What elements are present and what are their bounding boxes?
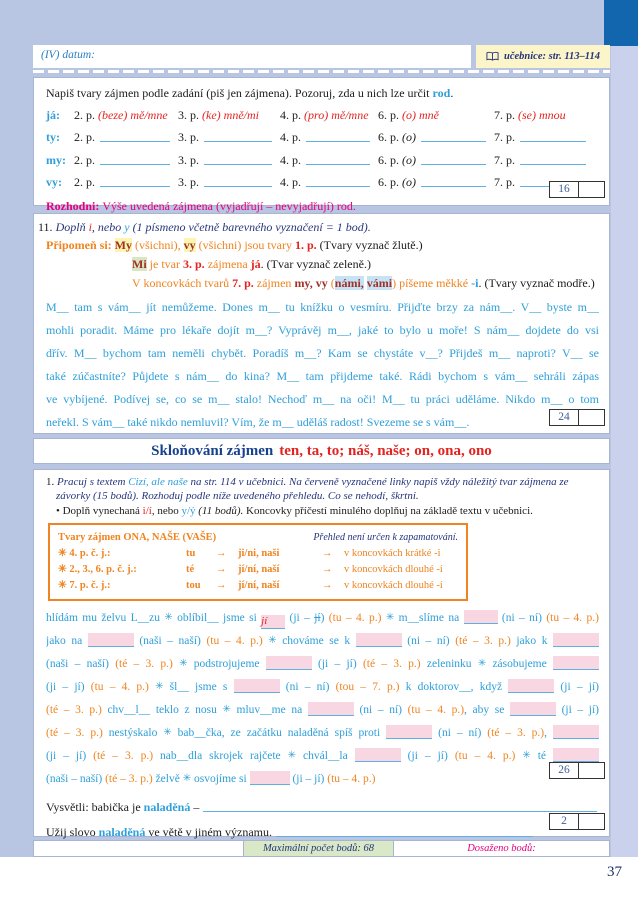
pronoun-row xyxy=(46,148,599,171)
answer-blank[interactable] xyxy=(510,702,556,716)
text-segment: , xyxy=(544,727,553,739)
text-line xyxy=(46,652,599,675)
case-label: 7. p. xyxy=(494,107,515,122)
ending-note: v koncovkách krátké -i xyxy=(344,548,441,559)
score-box-ex1b xyxy=(549,813,605,830)
case-cell xyxy=(280,153,378,168)
case-label: 4. p. xyxy=(280,130,301,144)
star-separator-icon: ✳ xyxy=(179,658,188,669)
text-line xyxy=(46,629,599,652)
text-segment: ve větě v jiném významu. xyxy=(145,825,272,839)
preposition: (o) xyxy=(402,130,419,144)
text-segment: . (Tvary vyznač modře.) xyxy=(478,276,595,290)
score-box-ex11 xyxy=(549,409,605,426)
text-segment: (ji – jí) xyxy=(400,750,455,762)
text-segment: Vysvětli: babička je xyxy=(46,800,144,814)
text-segment: My xyxy=(114,238,132,252)
text-segment: (všichni) jsou tvary xyxy=(195,238,295,252)
write-line[interactable] xyxy=(520,140,586,142)
vysvetli-line xyxy=(46,793,599,815)
exercise-11-title xyxy=(38,219,599,236)
write-line[interactable] xyxy=(306,185,370,187)
case-cell xyxy=(178,175,280,190)
text-segment: té xyxy=(530,750,553,762)
case-label: 2. p. xyxy=(74,175,95,189)
case-cell xyxy=(378,108,494,123)
star-separator-icon: ✳ xyxy=(155,681,164,692)
text-segment: jako k xyxy=(516,635,554,647)
text-segment: podstrojujeme xyxy=(187,658,266,670)
text-line xyxy=(46,255,599,274)
text-segment: (tu – 4. p.) xyxy=(327,773,376,785)
arrow-icon: → xyxy=(322,580,333,591)
text-segment: . (Tvar vyznač zeleně.) xyxy=(260,257,371,271)
answer-blank[interactable] xyxy=(88,633,134,647)
pronoun-forms: ji/ni, naši xyxy=(238,548,280,559)
text-segment: na str. 114 v učebnici. Na červeně vyznačené linky napiš vždy náležitý tvar zájmena ze závorky (15 bodů). Rozhoduj podle níže uvedeného přehledu. Co se nehodí, škrtni. xyxy=(56,476,569,502)
write-line[interactable] xyxy=(204,140,272,142)
text-line xyxy=(46,698,599,721)
case-cell xyxy=(494,153,594,168)
pronoun-forms: jí/ní, naší xyxy=(238,580,280,591)
case-label: 6. p. xyxy=(378,175,399,189)
text-segment: chv__l__ teklo z nosu xyxy=(107,704,223,716)
pronoun-label: vy: xyxy=(46,175,62,189)
text-segment: (tu – 4. p.) xyxy=(546,612,599,624)
answer-blank[interactable] xyxy=(553,633,599,647)
text-line: dřív. M__ bychom tam neměli chybět. Poradíš m__? Kam se chystáte v__? Přijdeš m__ naproti? V__ se xyxy=(46,346,599,360)
answer-blank[interactable] xyxy=(308,702,354,716)
case-cell xyxy=(378,130,494,145)
text-segment: 1. p. xyxy=(294,238,317,252)
case-cell xyxy=(494,108,594,123)
demonstrative-form: tu xyxy=(186,548,196,559)
case-cell xyxy=(178,153,280,168)
case-label: 3. p. xyxy=(178,107,199,122)
pronoun-label: já: xyxy=(46,107,60,122)
section-title-blue: Skloňování zájmen xyxy=(151,442,274,459)
text-segment: bab__čka, ze začátku naladěná spíš proti xyxy=(171,727,387,739)
text-segment: Rozhodni: xyxy=(46,199,103,213)
answer-blank-filled[interactable]: jí xyxy=(261,615,285,629)
star-separator-icon: ✳ xyxy=(222,704,231,715)
text-segment: želvě xyxy=(155,773,183,785)
text-segment: , nebo xyxy=(91,220,125,234)
right-margin-band xyxy=(611,46,638,857)
text-segment: 7. p. xyxy=(232,276,254,290)
answer-blank[interactable] xyxy=(464,610,498,624)
text-segment: naladěná xyxy=(143,800,191,814)
score-max: 24 xyxy=(549,409,579,426)
text-segment: -i xyxy=(471,276,479,290)
footer-empty-cell xyxy=(34,841,244,856)
text-line: také zúčastníte? Půjdete s nám__ do kina? M__ tam přijdeme také. Rádi bychom s vám__ sehráli zápas xyxy=(46,369,599,383)
case-label: 3. p. xyxy=(178,130,199,144)
book-icon xyxy=(486,51,499,62)
exercise-1-box xyxy=(33,469,610,837)
vysvetli-label xyxy=(46,800,199,815)
text-segment: (ji – jí) xyxy=(46,750,94,762)
demonstrative-form: té xyxy=(186,564,195,575)
case-cell xyxy=(378,153,494,168)
pronoun-row xyxy=(46,171,599,194)
score-earned[interactable] xyxy=(578,762,605,779)
uzij-line xyxy=(46,818,599,840)
text-segment: (ji – jí) xyxy=(289,773,328,785)
text-segment: (té – 3. p.) xyxy=(487,727,545,739)
text-line: ve vybíjené. Podívej se, co se m__ stalo! Nechoď m__ na oči! M__ tu práci uděláme. Nikdo m__ o tom xyxy=(46,392,599,406)
star-separator-icon: ✳ xyxy=(385,612,395,623)
pronoun-label: my: xyxy=(46,152,66,167)
text-segment: (ji – jí) xyxy=(311,658,363,670)
score-max: 16 xyxy=(549,181,579,198)
text-line: M__ tam s vám__ jít nemůžeme. Dones m__ tu knížku o vesmíru. Přijďte brzy za nám__. V__ byste m__ xyxy=(46,300,599,314)
case-cell xyxy=(178,130,280,145)
text-segment: 11. xyxy=(38,220,56,234)
struck-option: jí xyxy=(314,612,321,624)
text-segment: ( xyxy=(327,276,335,290)
case-label: 6. p. xyxy=(378,130,399,144)
text-segment: hlídám mu želvu L__zu xyxy=(46,612,165,624)
case-label: 3. p. xyxy=(178,152,199,167)
text-segment: (té – 3. p.) xyxy=(362,658,427,670)
star-separator-icon: ✳ xyxy=(164,612,173,623)
text-segment: šl__ jsme s xyxy=(163,681,234,693)
star-separator-icon: ✳ xyxy=(163,727,172,738)
answer-blank[interactable] xyxy=(508,679,554,693)
case-label: 4. p. xyxy=(280,175,301,189)
text-segment: chvál__la xyxy=(296,750,355,762)
write-line[interactable] xyxy=(203,810,597,812)
answer-blank[interactable] xyxy=(356,633,402,647)
text-segment: i xyxy=(88,220,92,234)
text-segment: (tu – 4. p.) xyxy=(407,704,465,716)
write-line[interactable] xyxy=(421,140,486,142)
answer-text: mnou xyxy=(539,107,566,122)
text-line xyxy=(46,606,599,629)
text-segment: (tou – 7. p.) xyxy=(335,681,406,693)
write-line[interactable] xyxy=(520,163,586,165)
answer-blank[interactable] xyxy=(386,725,432,739)
uzij-label xyxy=(46,825,272,840)
text-segment: , nebo xyxy=(151,505,182,517)
dashed-separator xyxy=(33,70,610,73)
text-segment: Mi xyxy=(132,257,147,271)
case-cell xyxy=(74,108,178,123)
case-cell xyxy=(178,108,280,123)
text-segment: (ni – ní) xyxy=(353,704,408,716)
case-label: 7. p. xyxy=(494,175,515,189)
text-segment: osvojíme si xyxy=(191,773,250,785)
write-line[interactable] xyxy=(421,185,486,187)
text-segment: 1. xyxy=(46,476,57,488)
corner-accent xyxy=(604,0,638,46)
text-segment: y xyxy=(124,220,130,234)
text-segment: Napiš tvary zájmen podle zadání (piš jen zájmena). Pozoruj, zda u nich lze určit xyxy=(46,86,433,100)
text-segment: Koncovky příčestí minulého doplňuj na základě textu v učebnici. xyxy=(243,505,533,517)
text-line xyxy=(46,274,599,293)
text-segment: (té – 3. p.) xyxy=(46,727,109,739)
text-segment: y/ý xyxy=(181,505,199,517)
text-segment: (naši – naší) xyxy=(133,635,207,647)
text-segment: . xyxy=(450,86,454,100)
score-box-ex1 xyxy=(549,762,605,779)
text-segment: zájmena xyxy=(204,257,251,271)
answer-blank[interactable] xyxy=(553,725,599,739)
preposition: (beze) xyxy=(98,107,131,122)
text-line xyxy=(46,744,599,767)
answer-blank[interactable] xyxy=(355,748,401,762)
answer-text: mně xyxy=(419,107,439,122)
text-segment: Připomeň si: xyxy=(46,238,115,252)
case-label: ✳ 4. p. č. j.: xyxy=(58,548,111,559)
pronoun-forms: jí/ní, naší xyxy=(238,564,280,575)
text-segment: (ji – xyxy=(285,612,315,624)
preposition: (ke) xyxy=(202,107,224,122)
text-segment: (1 písmeno včetně barevného vyznačení = 1 bod). xyxy=(129,220,371,234)
pronoun-row xyxy=(46,103,599,126)
answer-text: mě/mne xyxy=(130,107,168,122)
text-segment: (ji – jí) xyxy=(46,681,91,693)
text-segment: (ni – ní) xyxy=(401,635,456,647)
declension-row xyxy=(58,546,458,562)
write-line[interactable] xyxy=(100,163,170,165)
write-line[interactable] xyxy=(100,140,170,142)
score-box-ex10 xyxy=(549,181,605,198)
text-segment: (11 bodů). xyxy=(198,505,244,517)
text-segment: (té – 3. p.) xyxy=(455,635,517,647)
pronoun-table xyxy=(46,103,599,193)
write-line[interactable] xyxy=(276,835,533,837)
max-points: Maximální počet bodů: 68 xyxy=(244,841,394,856)
arrow-icon: → xyxy=(216,580,227,591)
case-label: 6. p. xyxy=(378,152,399,167)
text-segment: (té – 3. p.) xyxy=(115,658,180,670)
preposition: (o) xyxy=(402,175,419,189)
star-separator-icon: ✳ xyxy=(477,658,487,669)
arrow-icon: → xyxy=(322,564,333,575)
text-segment: (ni – ní) xyxy=(432,727,488,739)
text-segment: nab__dla skrojek rajčete xyxy=(160,750,288,762)
declension-table xyxy=(48,523,468,601)
write-line[interactable] xyxy=(306,140,370,142)
declension-rows xyxy=(58,546,458,594)
write-line[interactable] xyxy=(204,185,272,187)
text-segment: je tvar xyxy=(146,257,183,271)
text-segment: mluv__me na xyxy=(230,704,308,716)
text-segment: (té – 3. p.) xyxy=(93,750,161,762)
case-cell xyxy=(280,108,378,123)
case-label: 4. p. xyxy=(280,152,301,167)
case-label: 6. p. xyxy=(378,107,399,122)
text-segment: zásobujeme xyxy=(486,658,553,670)
score-earned[interactable] xyxy=(578,409,605,426)
exercise-1-text xyxy=(46,606,599,790)
text-segment: (naši – naší) xyxy=(46,773,106,785)
answer-blank[interactable] xyxy=(553,656,599,670)
text-segment: my, vy xyxy=(294,276,328,290)
answer-blank[interactable] xyxy=(266,656,312,670)
text-segment: (ni – ní) xyxy=(497,612,547,624)
text-segment: , aby se xyxy=(464,704,510,716)
declension-row xyxy=(58,562,458,578)
write-line[interactable] xyxy=(204,163,272,165)
page-number: 37 xyxy=(607,864,622,880)
preposition: (se) xyxy=(518,107,539,122)
answer-blank[interactable] xyxy=(250,771,290,785)
answer-blank[interactable] xyxy=(234,679,280,693)
text-line: neřekl. S vám__ také nikdo nemluvil? Vím, že m__ uděláš radost! Svezeme se s vám__. xyxy=(46,415,470,429)
text-segment: (tu – 4. p.) xyxy=(454,750,523,762)
text-segment: m__slíme na xyxy=(394,612,464,624)
text-segment: – xyxy=(190,800,200,814)
case-label: 2. p. xyxy=(74,130,95,144)
textbook-ref xyxy=(476,45,610,68)
exercise-11-text xyxy=(46,296,599,434)
case-cell xyxy=(280,175,378,190)
arrow-icon: → xyxy=(216,564,227,575)
text-segment: (všichni), xyxy=(132,238,184,252)
declension-row xyxy=(58,578,458,594)
text-segment: vámi xyxy=(366,276,393,290)
textbook-ref-label: učebnice: str. 113–114 xyxy=(504,51,600,62)
ending-note: v koncovkách dlouhé -í xyxy=(344,580,443,591)
text-segment: Pracuj s textem xyxy=(57,476,129,488)
text-segment: V koncovkách tvarů xyxy=(132,276,233,290)
text-segment: (tu – 4. p.) xyxy=(206,635,269,647)
arrow-icon: → xyxy=(216,548,227,559)
case-label: 2. p. xyxy=(74,107,95,122)
exercise-1-bullet xyxy=(46,504,599,518)
text-segment: námi, xyxy=(334,276,364,290)
text-line xyxy=(46,675,599,698)
datum-field[interactable]: (IV) datum: xyxy=(33,45,471,68)
case-label: ✳ 2., 3., 6. p. č. j.: xyxy=(58,564,137,575)
exercise-10-box xyxy=(33,77,610,213)
text-segment: (tu – 4. p.) xyxy=(328,612,386,624)
text-line xyxy=(46,767,599,790)
case-cell xyxy=(378,175,494,190)
write-line[interactable] xyxy=(306,163,370,165)
star-separator-icon: ✳ xyxy=(182,773,192,784)
text-segment: naladěná xyxy=(98,825,146,839)
exercise-11-box xyxy=(33,213,610,434)
arrow-icon: → xyxy=(322,548,333,559)
reminder-block xyxy=(46,236,599,293)
case-label: 4. p. xyxy=(280,107,301,122)
demonstrative-form: tou xyxy=(186,580,201,591)
write-line[interactable] xyxy=(100,185,170,187)
star-separator-icon: ✳ xyxy=(522,750,531,761)
text-segment: 3. p. xyxy=(183,257,205,271)
score-max: 26 xyxy=(549,762,579,779)
text-segment: (té – 3. p.) xyxy=(46,704,108,716)
case-cell xyxy=(280,130,378,145)
section-title-bar xyxy=(33,438,610,464)
text-segment: nestýskalo xyxy=(108,727,164,739)
preposition: (pro) xyxy=(304,107,332,122)
exercise-10-instruction xyxy=(46,83,599,103)
score-earned[interactable] xyxy=(578,181,605,198)
text-line xyxy=(46,236,599,255)
text-segment: (ji – jí) xyxy=(555,704,599,716)
star-separator-icon: ✳ xyxy=(268,635,277,646)
text-segment: rod xyxy=(432,86,451,100)
text-segment: Užij slovo xyxy=(46,825,99,839)
star-separator-icon: ✳ xyxy=(287,750,297,761)
text-segment: zeleninku xyxy=(426,658,478,670)
pronoun-row xyxy=(46,126,599,149)
write-line[interactable] xyxy=(421,163,486,165)
text-segment: (Tvary vyznač žlutě.) xyxy=(316,238,423,252)
text-segment: vy xyxy=(183,238,196,252)
declension-note: Přehled není určen k zapamatování. xyxy=(313,532,458,543)
ending-note: v koncovkách dlouhé -í xyxy=(344,564,443,575)
score-max: 2 xyxy=(549,813,579,830)
answer-text: mě/mne xyxy=(331,107,369,122)
case-cell xyxy=(74,175,178,190)
text-segment: chováme se k xyxy=(276,635,356,647)
text-segment: (tu – 4. p.) xyxy=(90,681,156,693)
score-earned[interactable] xyxy=(578,813,605,830)
text-segment: • Doplň vynechaná xyxy=(56,505,143,517)
case-label: 7. p. xyxy=(494,130,515,144)
text-segment: jako na xyxy=(46,635,88,647)
answer-blank[interactable] xyxy=(553,748,599,762)
text-line xyxy=(46,721,599,744)
text-segment: (ji – jí) xyxy=(554,681,599,693)
text-segment: ) píšeme měkké xyxy=(392,276,472,290)
text-segment: Doplň xyxy=(55,220,89,234)
case-cell xyxy=(74,130,178,145)
text-segment: (ni – ní) xyxy=(279,681,336,693)
answer-text: mně/mi xyxy=(223,107,259,122)
text-segment: (naši – naší) xyxy=(46,658,116,670)
case-label: 3. p. xyxy=(178,175,199,189)
footer-bar xyxy=(33,840,610,857)
exercise-1-instruction xyxy=(46,476,599,503)
text-segment: zájmen xyxy=(253,276,295,290)
earned-points: Dosaženo bodů: xyxy=(467,843,536,854)
preposition: (o) xyxy=(402,107,419,122)
case-cell xyxy=(494,130,594,145)
case-cell xyxy=(74,153,178,168)
preposition: (o) xyxy=(402,152,419,167)
text-segment: (té – 3. p.) xyxy=(105,773,156,785)
text-segment: já xyxy=(250,257,261,271)
declension-header: Tvary zájmen ONA, NAŠE (VAŠE) xyxy=(58,532,217,543)
text-segment: i/í xyxy=(142,505,152,517)
case-label: 2. p. xyxy=(74,152,95,167)
case-label: ✳ 7. p. č. j.: xyxy=(58,580,111,591)
text-segment: ) xyxy=(320,612,329,624)
text-segment: Výše uvedená zájmena (vyjadřují – nevyjadřují) rod. xyxy=(102,199,356,213)
pronoun-label: ty: xyxy=(46,130,60,144)
text-segment: k doktorov__, když xyxy=(405,681,509,693)
text-segment: oblíbil__ jsme si xyxy=(172,612,262,624)
text-segment: Cizí, ale naše xyxy=(128,476,188,488)
case-label: 7. p. xyxy=(494,152,515,167)
text-line: mohli poradit. Máme pro lékaře dojít m__? Vyprávěj m__, jaké to bylo u moře! S nám__ dojdete do vsi xyxy=(46,323,599,337)
section-title-red: ten, ta, to; náš, naše; on, ona, ono xyxy=(279,442,492,459)
